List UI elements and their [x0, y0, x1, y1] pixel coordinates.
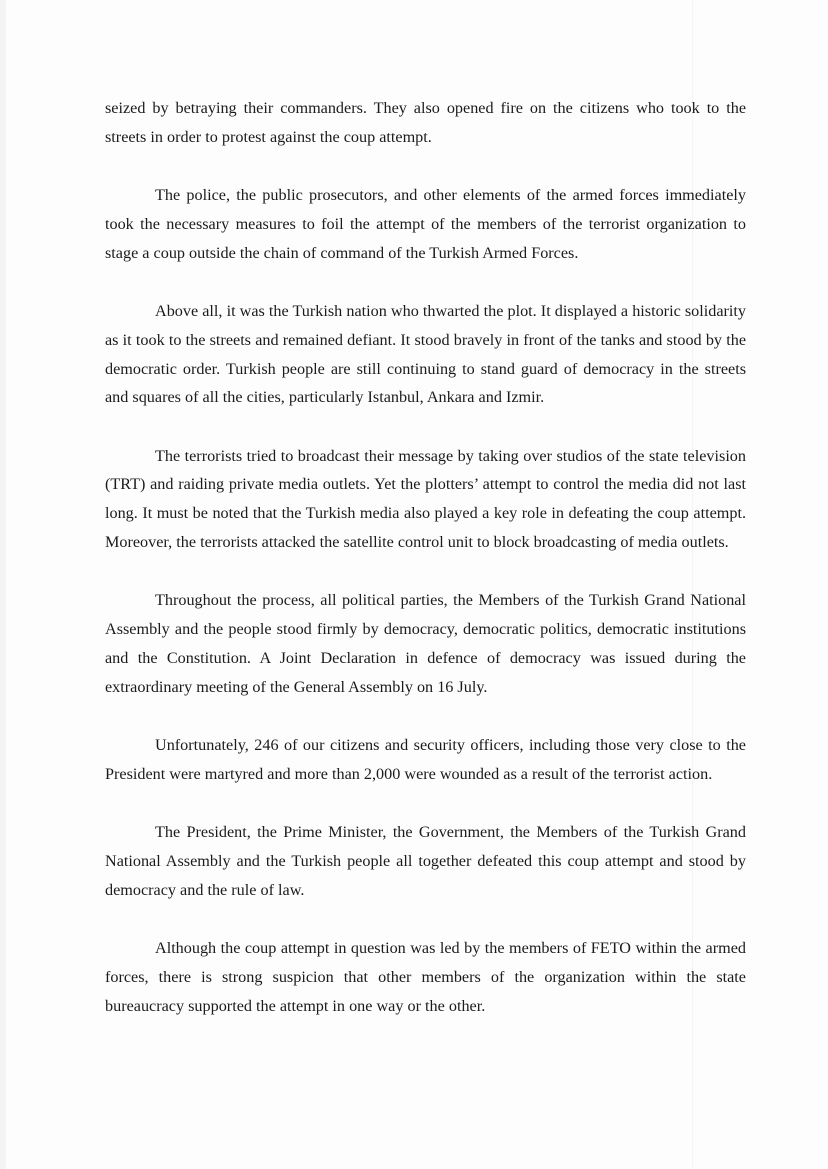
document-body	[105, 94, 746, 1020]
scan-edge-left	[0, 0, 6, 1169]
paragraph-gap	[105, 789, 746, 819]
paragraph-gap	[105, 412, 746, 442]
paragraph-police-measures: The police, the public prosecutors, and other elements of the armed forces immediately took the necessary measures to foil the attempt of the members of the terrorist organization to stage a coup outside the chain of command of the Turkish Armed Forces.	[105, 186, 746, 262]
paragraph-gap	[105, 905, 746, 935]
paragraph-media: The terrorists tried to broadcast their message by taking over studios of the state television (TRT) and raiding private media outlets. Yet the plotters’ attempt to control the media did not last long. It must be noted that the Turkish media also played a key role in defeating the coup attempt. Moreover, the terrorists attacked the satellite control unit to block broadcasting of media outlets.	[105, 446, 746, 552]
paragraph-continuation: seized by betraying their commanders. They also opened fire on the citizens who took to the streets in order to protest against the coup attempt.	[105, 99, 746, 146]
paragraph-gap	[105, 702, 746, 732]
paragraph-turkish-nation: Above all, it was the Turkish nation who thwarted the plot. It displayed a historic solidarity as it took to the streets and remained defiant. It stood bravely in front of the tanks and stood by the democratic order. Turkish people are still continuing to stand guard of democracy in the streets and squares of all the cities, particularly Istanbul, Ankara and Izmir.	[105, 301, 746, 407]
paragraph-gap	[105, 267, 746, 297]
paragraph-political-parties: Throughout the process, all political parties, the Members of the Turkish Grand National Assembly and the people stood firmly by democracy, democratic politics, democratic institutions and the Constitution. A Joint Declaration in defence of democracy was issued during the extraordinary meeting of the General Assembly on 16 July.	[105, 591, 746, 696]
paragraph-feto-suspicion: Although the coup attempt in question was led by the members of FETO within the armed forces, there is strong suspicion that other members of the organization within the state bureaucracy supported the attempt in one way or the other.	[105, 939, 746, 1015]
paragraph-gap	[105, 152, 746, 182]
paragraph-gap	[105, 557, 746, 587]
paragraph-defeated-coup: The President, the Prime Minister, the Government, the Members of the Turkish Grand National Assembly and the Turkish people all together defeated this coup attempt and stood by democracy and the rule of law.	[105, 823, 746, 899]
paragraph-casualties: Unfortunately, 246 of our citizens and security officers, including those very close to the President were martyred and more than 2,000 were wounded as a result of the terrorist action.	[105, 736, 746, 783]
